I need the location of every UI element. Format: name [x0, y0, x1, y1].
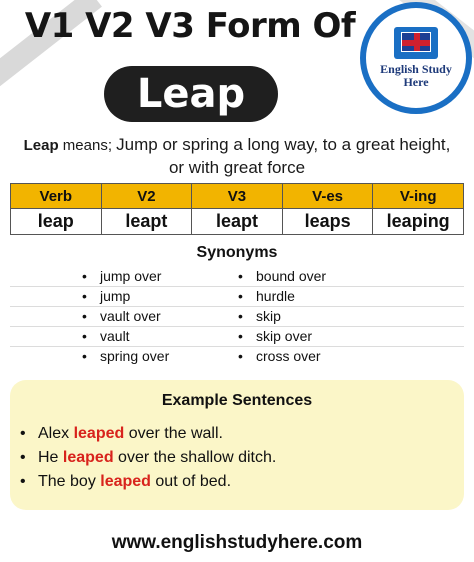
list-item: • vault over	[82, 306, 169, 326]
meaning-section	[0, 134, 474, 179]
table-cell: leapt	[101, 209, 192, 235]
list-item: • cross over	[238, 346, 326, 366]
list-item	[18, 422, 276, 446]
sentence-text: Alex	[38, 425, 74, 442]
website-url[interactable]: www.englishstudyhere.com	[111, 532, 363, 553]
examples-list	[18, 422, 276, 494]
table-header-cell: V-ing	[373, 184, 464, 209]
sentence-text: The boy	[38, 473, 101, 490]
list-item	[18, 446, 276, 470]
list-item: • skip	[238, 306, 326, 326]
meaning-text-1: Jump or spring a long way, to a great height,	[116, 135, 451, 154]
list-item: • jump	[82, 286, 169, 306]
list-item: • jump over	[82, 266, 169, 286]
logo-text-line1: English Study	[380, 62, 452, 76]
table-cell: leaping	[373, 209, 464, 235]
synonyms-list-left	[82, 266, 169, 366]
list-item: • skip over	[238, 326, 326, 346]
logo-text-line2: Here	[403, 75, 429, 89]
highlighted-verb: leaped	[73, 425, 125, 442]
divider	[10, 306, 464, 307]
highlighted-verb: leaped	[62, 449, 114, 466]
divider	[10, 326, 464, 327]
meaning-line-1	[0, 134, 474, 157]
book-icon	[394, 27, 438, 59]
examples-box	[10, 380, 464, 510]
highlighted-verb: leaped	[100, 473, 151, 490]
table-header-cell: V-es	[282, 184, 373, 209]
sentence-text: out of bed.	[150, 473, 232, 490]
verb-badge: Leap	[104, 66, 278, 122]
synonyms-title: Synonyms	[196, 244, 278, 261]
table-cell: leap	[11, 209, 102, 235]
table-header-cell: V2	[101, 184, 192, 209]
table-row	[11, 209, 464, 235]
verb-forms-table	[10, 183, 464, 235]
table-header-cell: Verb	[11, 184, 102, 209]
table-cell: leapt	[192, 209, 283, 235]
meaning-word: Leap	[23, 137, 59, 154]
synonyms-list-right	[238, 266, 326, 366]
examples-title: Example Sentences	[161, 392, 313, 409]
list-item: • spring over	[82, 346, 169, 366]
sentence-text: over the wall.	[124, 425, 223, 442]
table-cell: leaps	[282, 209, 373, 235]
list-item: • vault	[82, 326, 169, 346]
list-item: • hurdle	[238, 286, 326, 306]
table-header-row	[11, 184, 464, 209]
list-item	[18, 470, 276, 494]
sentence-text: He	[38, 449, 63, 466]
meaning-text-2: or with great force	[168, 158, 306, 177]
table-header-cell: V3	[192, 184, 283, 209]
site-logo	[360, 2, 472, 114]
meaning-label: means;	[58, 137, 117, 154]
sentence-text: over the shallow ditch.	[113, 449, 277, 466]
uk-flag-icon	[401, 32, 431, 52]
list-item: • bound over	[238, 266, 326, 286]
divider	[10, 346, 464, 347]
page-title: V1 V2 V3 Form Of	[24, 6, 356, 46]
divider	[10, 286, 464, 287]
